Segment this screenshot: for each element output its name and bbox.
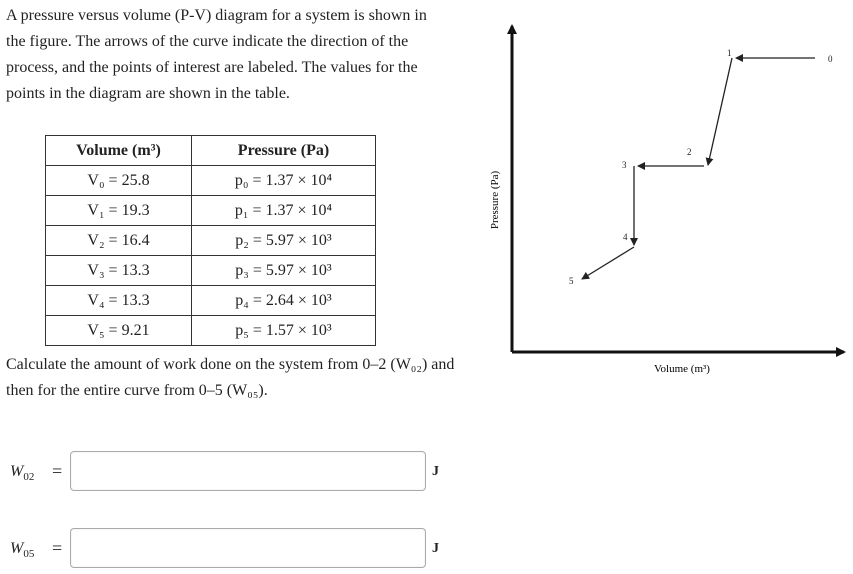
point-label-2: 2 xyxy=(687,147,692,157)
problem-intro: A pressure versus volume (P-V) diagram for a system is shown in the figure. The arrows of the curve indicate the direction of the process, and the points of interest are labeled. The values for the points in the diagram are shown in the table. xyxy=(6,7,427,102)
volume-cell: V₅ = 9.21 xyxy=(46,316,192,346)
unit-label: J xyxy=(432,464,439,479)
pv-diagram xyxy=(470,0,853,400)
table-row xyxy=(46,286,376,316)
volume-cell: V₂ = 16.4 xyxy=(46,226,192,256)
point-label-1: 1 xyxy=(727,48,732,58)
pressure-cell: p₅ = 1.57 × 10³ xyxy=(192,316,376,346)
table-header-row xyxy=(46,136,376,166)
pressure-cell: p₁ = 1.37 × 10⁴ xyxy=(192,196,376,226)
pressure-cell: p₀ = 1.37 × 10⁴ xyxy=(192,166,376,196)
equals-sign: = xyxy=(52,538,63,558)
volume-cell: V₄ = 13.3 xyxy=(46,286,192,316)
w05-input[interactable] xyxy=(70,528,426,568)
volume-axis-label: Volume (m³) xyxy=(654,363,710,375)
pressure-axis-label: Pressure (Pa) xyxy=(489,170,501,230)
segment-4-5 xyxy=(582,247,634,279)
pressure-cell: p₂ = 5.97 × 10³ xyxy=(192,226,376,256)
volume-cell: V₁ = 19.3 xyxy=(46,196,192,226)
table-row xyxy=(46,166,376,196)
table-row xyxy=(46,256,376,286)
table-row xyxy=(46,226,376,256)
table-row xyxy=(46,316,376,346)
pressure-column-header: Pressure (Pa) xyxy=(192,136,376,166)
equals-sign: = xyxy=(52,461,63,481)
answer-label-w02: $W_{02}$ xyxy=(10,463,35,484)
volume-column-header: Volume (m³) xyxy=(46,136,192,166)
point-label-3: 3 xyxy=(622,160,627,170)
question-text: Calculate the amount of work done on the system from 0–2 (W₀₂) and then for the entire curve from 0–5 (W₀₅). xyxy=(6,356,455,399)
segment-1-2 xyxy=(708,58,732,165)
pv-values-table xyxy=(45,135,376,346)
point-label-0: 0 xyxy=(828,54,833,64)
pressure-cell: p₄ = 2.64 × 10³ xyxy=(192,286,376,316)
w02-input[interactable] xyxy=(70,451,426,491)
volume-cell: V₀ = 25.8 xyxy=(46,166,192,196)
unit-label: J xyxy=(432,541,439,556)
pressure-cell: p₃ = 5.97 × 10³ xyxy=(192,256,376,286)
point-label-4: 4 xyxy=(623,232,628,242)
table-row xyxy=(46,196,376,226)
point-label-5: 5 xyxy=(569,276,574,286)
answer-label-w05: $W_{05}$ xyxy=(10,540,35,561)
volume-cell: V₃ = 13.3 xyxy=(46,256,192,286)
